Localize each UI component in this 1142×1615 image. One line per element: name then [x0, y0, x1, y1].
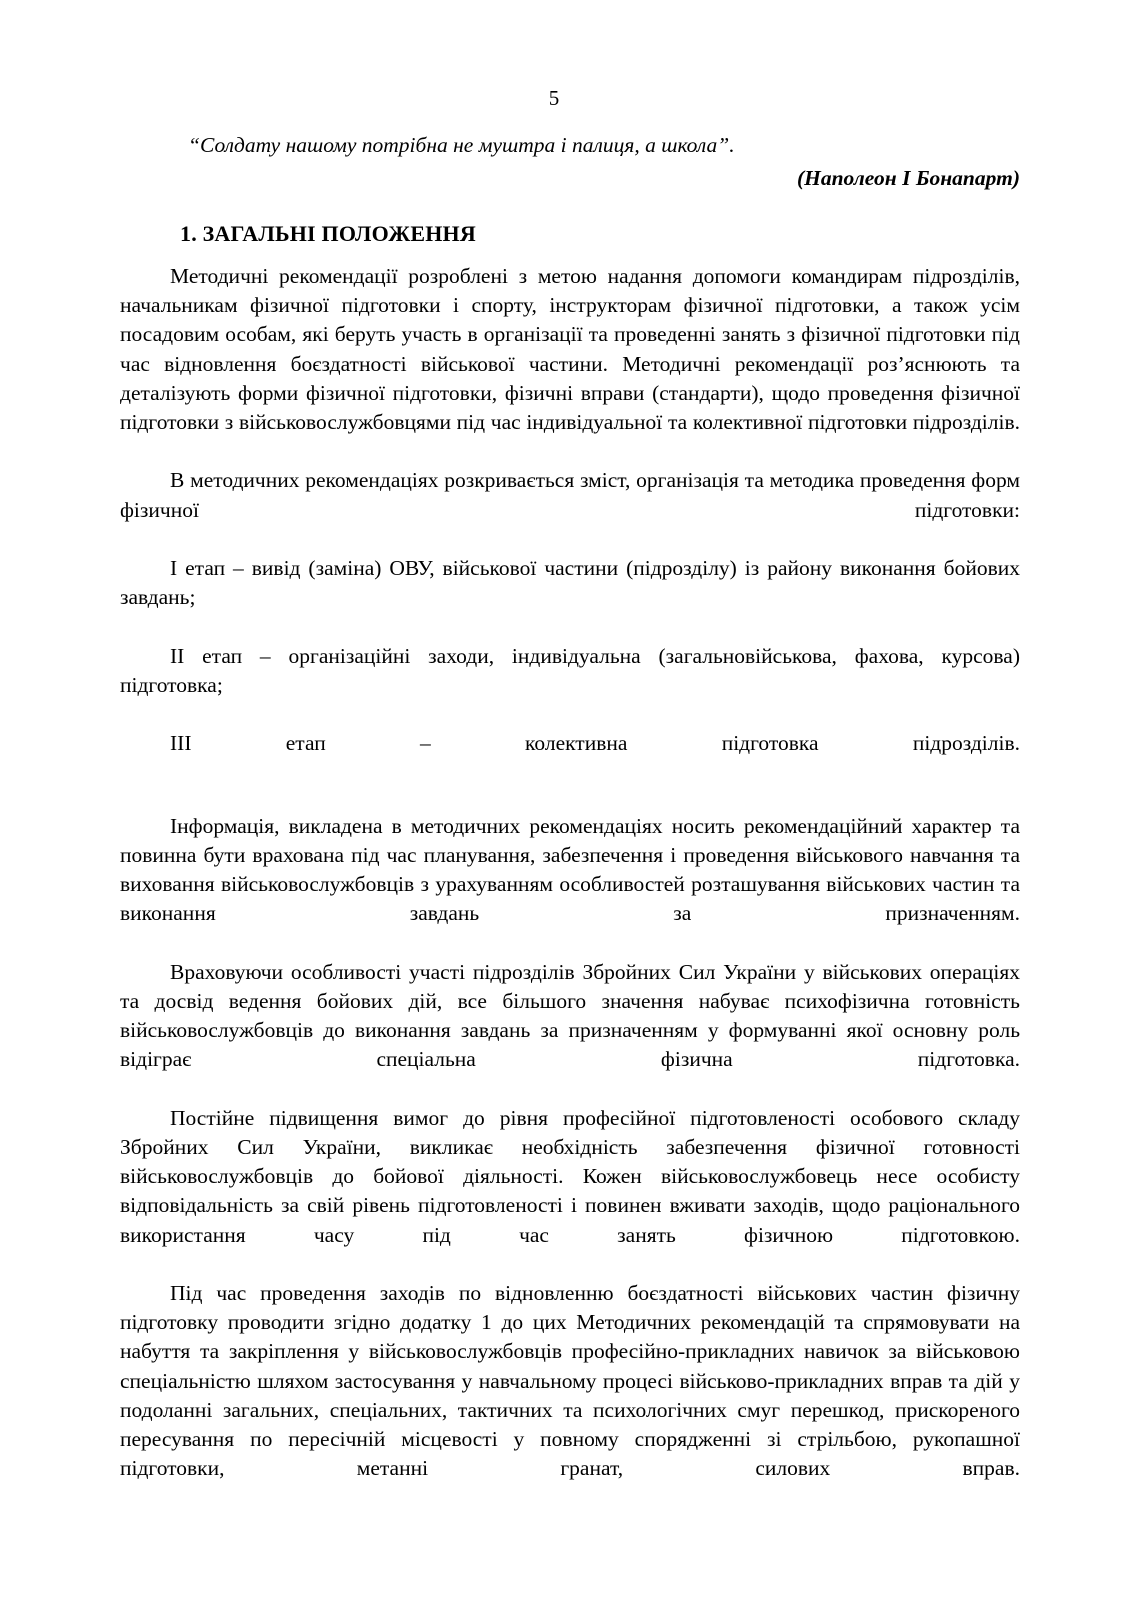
section-heading: 1. ЗАГАЛЬНІ ПОЛОЖЕННЯ: [180, 221, 476, 246]
page-content: [120, 130, 1020, 1513]
paragraph-stage-3: III етап – колективна підготовка підрозділів.: [170, 731, 1020, 756]
paragraph-stage-2: II етап – організаційні заходи, індивідуальна (загальновійськова, фахова, курсова) підготовка;: [120, 643, 1020, 697]
paragraph-stage-1: I етап – вивід (заміна) ОВУ, військової частини (підрозділу) із району виконання бойових завдань;: [120, 556, 1020, 610]
paragraph-restoration-measures: Під час проведення заходів по відновленню боєздатності військових частин фізичну підготовку проводити згідно додатку 1 до цих Методичних рекомендацій та спрямовувати на набуття та закріплення у військовослужбовців професійно-прикладних навичок за військовою спеціальністю шляхом застосування у навчальному процесі військово-прикладних вправ та дій у подоланні загальних, спеціальних, тактичних та психологічних смуг перешкод, прискореного пересування по пересічній місцевості у повному спорядженні зі стрільбою, рукопашної підготовки, метанні гранат, силових вправ.: [120, 1280, 1020, 1481]
page-number: 5: [548, 86, 560, 110]
paragraph-content-scope: В методичних рекомендаціях розкривається зміст, організація та методика проведення форм фізичної підготовки:: [120, 468, 1020, 522]
paragraph-combat-experience: Враховуючи особливості участі підрозділів Збройних Сил України у військових операціях та досвід ведення бойових дій, все більшого значення набуває психофізична готовність військовослужбовців до виконання завдань за призначенням у формуванні якої основну роль відіграє спеціальна фізична підготовка.: [120, 959, 1020, 1072]
epigraph-author: (Наполеон I Бонапарт): [796, 166, 1020, 190]
epigraph-quote: “Солдату нашому потрібна не муштра і палиця, а школа”.: [188, 133, 735, 157]
paragraph-professional-requirements: Постійне підвищення вимог до рівня професійної підготовленості особового складу Збройних Сил України, викликає необхідність забезпечення фізичної готовності військовослужбовців до бойової діяльності. Кожен військовослужбовець несе особисту відповідальність за свій рівень підготовленості і повинен вживати заходів, щодо раціонального використання часу під час занять фізичною підготовкою.: [120, 1105, 1020, 1247]
paragraph-information: Інформація, викладена в методичних рекомендаціях носить рекомендаційний характер та повинна бути врахована під час планування, забезпечення і проведення військового навчання та виховання військовослужбовців з урахуванням особливостей розташування військових частин та виконання завдань за призначенням.: [120, 813, 1020, 926]
paragraph-intro: Методичні рекомендації розроблені з метою надання допомоги командирам підрозділів, начальникам фізичної підготовки і спорту, інструкторам фізичної підготовки, а також усім посадовим особам, які беруть участь в організації та проведенні занять з фізичної підготовки під час відновлення боєздатності військової частини. Методичні рекомендації роз’яснюють та деталізують форми фізичної підготовки, фізичні вправи (стандарти), щодо проведення фізичної підготовки з військовослужбовцями під час індивідуальної та колективної підготовки підрозділів.: [120, 264, 1020, 435]
